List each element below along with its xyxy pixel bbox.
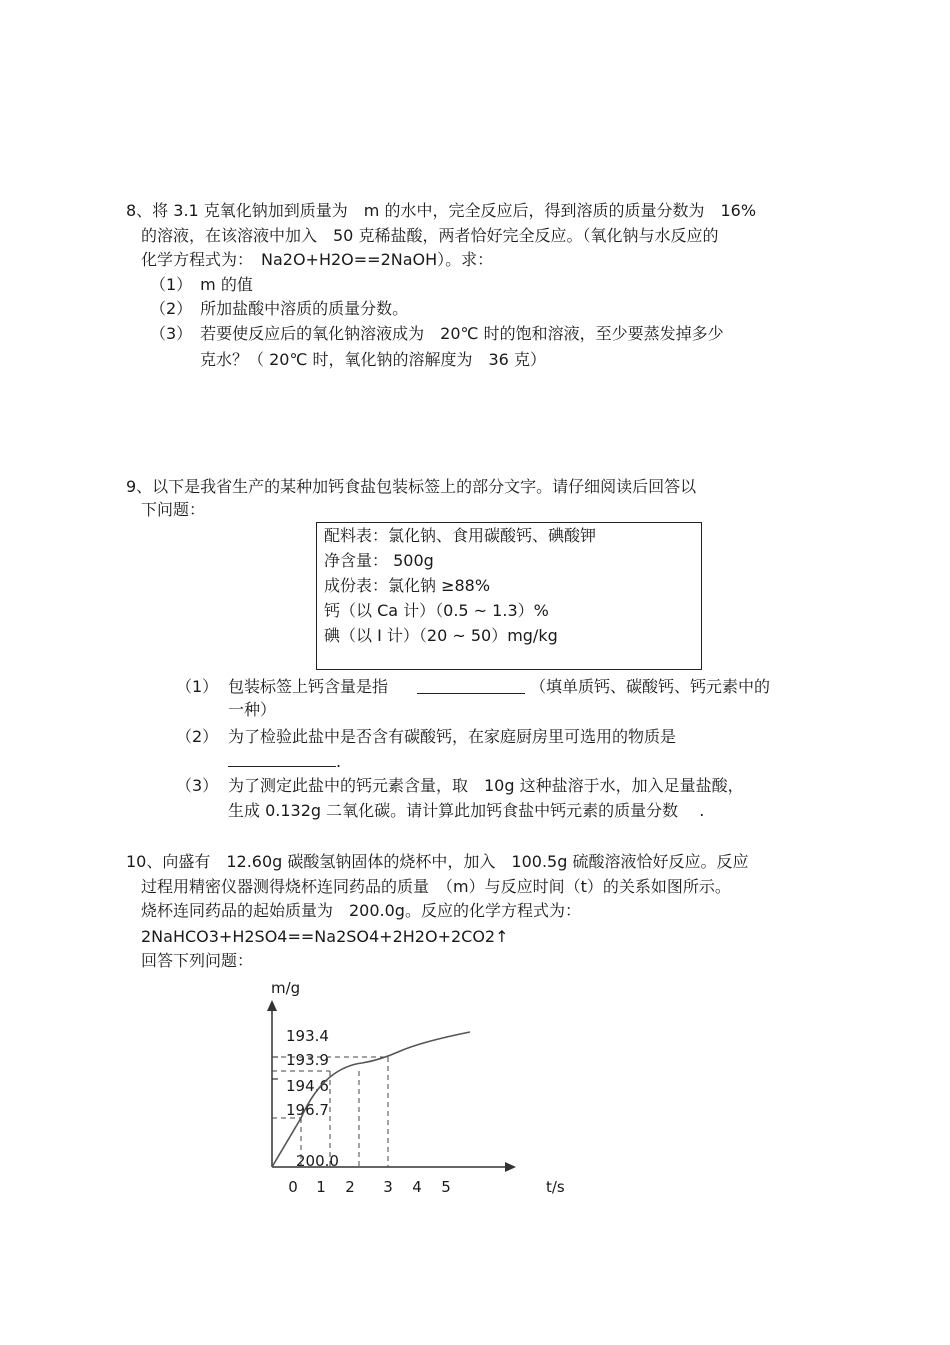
x-tick-label-0: 0 [288, 1178, 298, 1196]
y-tick-label-193-4: 193.4 [286, 1027, 329, 1045]
q9-sub3-line2: 生成 0.132g 二氧化碳。请计算此加钙食盐中钙元素的质量分数 . [228, 801, 705, 820]
label-row-net-content: 净含量： 500g [324, 551, 434, 570]
q9-sub1-text: 包装标签上钙含量是指 [228, 677, 389, 696]
q9-line2: 下问题： [141, 500, 206, 519]
x-tick-label-5: 5 [441, 1178, 451, 1196]
y-tick-label-193-9: 193.9 [286, 1051, 329, 1069]
y-tick-label-196-7: 196.7 [286, 1101, 329, 1119]
y-axis-arrow [267, 1000, 277, 1011]
q9-sub1-number: （1） [176, 677, 219, 696]
x-tick-label-3: 3 [383, 1178, 393, 1196]
q9-sub1-choices: （填单质钙、碳酸钙、钙元素中的 [530, 677, 771, 696]
label-row-composition: 成份表：氯化钠 ≥88% [324, 576, 491, 595]
label-row-iodine: 碘（以 I 计）（20 ~ 50）mg/kg [324, 626, 558, 645]
x-tick-label-1: 1 [316, 1178, 326, 1196]
x-tick-label-4: 4 [412, 1178, 422, 1196]
q9-sub1-end: 一种） [228, 700, 277, 719]
q8-line2: 的溶液，在该溶液中加入 50 克稀盐酸，两者恰好完全反应。（氧化钠与水反应的 [141, 226, 719, 245]
label-row-calcium: 钙（以 Ca 计）（0.5 ~ 1.3）% [324, 601, 549, 620]
q10-equation: 2NaHCO3+H2SO4==Na2SO4+2H2O+2CO2↑ [141, 927, 509, 946]
x-tick-label-2: 2 [345, 1178, 355, 1196]
q8-sub3a: （3） 若要使反应后的氧化钠溶液成为 20℃ 时的饱和溶液，至少要蒸发掉多少 [150, 324, 724, 343]
q8-sub2: （2） 所加盐酸中溶质的质量分数。 [150, 299, 409, 318]
y-axis-label: m/g [271, 979, 301, 997]
q9-sub3-line1: 为了测定此盐中的钙元素含量，取 10g 这种盐溶于水，加入足量盐酸， [228, 776, 744, 795]
q8-sub1: （1） m 的值 [150, 275, 253, 294]
x-axis-arrow [505, 1162, 516, 1172]
q8-sub3b: 克水？（ 20℃ 时，氧化钠的溶解度为 36 克） [200, 350, 546, 369]
q10-line2: 过程用精密仪器测得烧杯连同药品的质量 （m）与反应时间（t）的关系如图所示。 [141, 877, 731, 896]
q10-line3: 烧杯连同药品的起始质量为 200.0g。反应的化学方程式为： [141, 901, 581, 920]
y-tick-label-200-0: 200.0 [296, 1152, 339, 1170]
q10-line5: 回答下列问题： [141, 951, 254, 970]
q9-sub2-number: （2） [176, 727, 219, 746]
q9-line1: 9、以下是我省生产的某种加钙食盐包装标签上的部分文字。请仔细阅读后回答以 [126, 477, 697, 496]
q9-sub3-number: （3） [176, 776, 219, 795]
q9-sub2-text: 为了检验此盐中是否含有碳酸钙，在家庭厨房里可选用的物质是 [228, 727, 677, 746]
q9-sub2-period: . [336, 752, 342, 771]
label-row-ingredients: 配料表：氯化钠、食用碳酸钙、碘酸钾 [324, 526, 597, 545]
q8-line1: 8、将 3.1 克氧化钠加到质量为 m 的水中，完全反应后，得到溶质的质量分数为 16% [126, 201, 757, 220]
x-axis-label: t/s [546, 1178, 565, 1196]
q10-line1: 10、向盛有 12.60g 碳酸氢钠固体的烧杯中，加入 100.5g 硫酸溶液恰好反应。反应 [126, 852, 749, 871]
y-tick-label-194-6: 194.6 [286, 1077, 329, 1095]
q8-line3: 化学方程式为： Na2O+H2O==2NaOH）。求： [141, 250, 494, 269]
